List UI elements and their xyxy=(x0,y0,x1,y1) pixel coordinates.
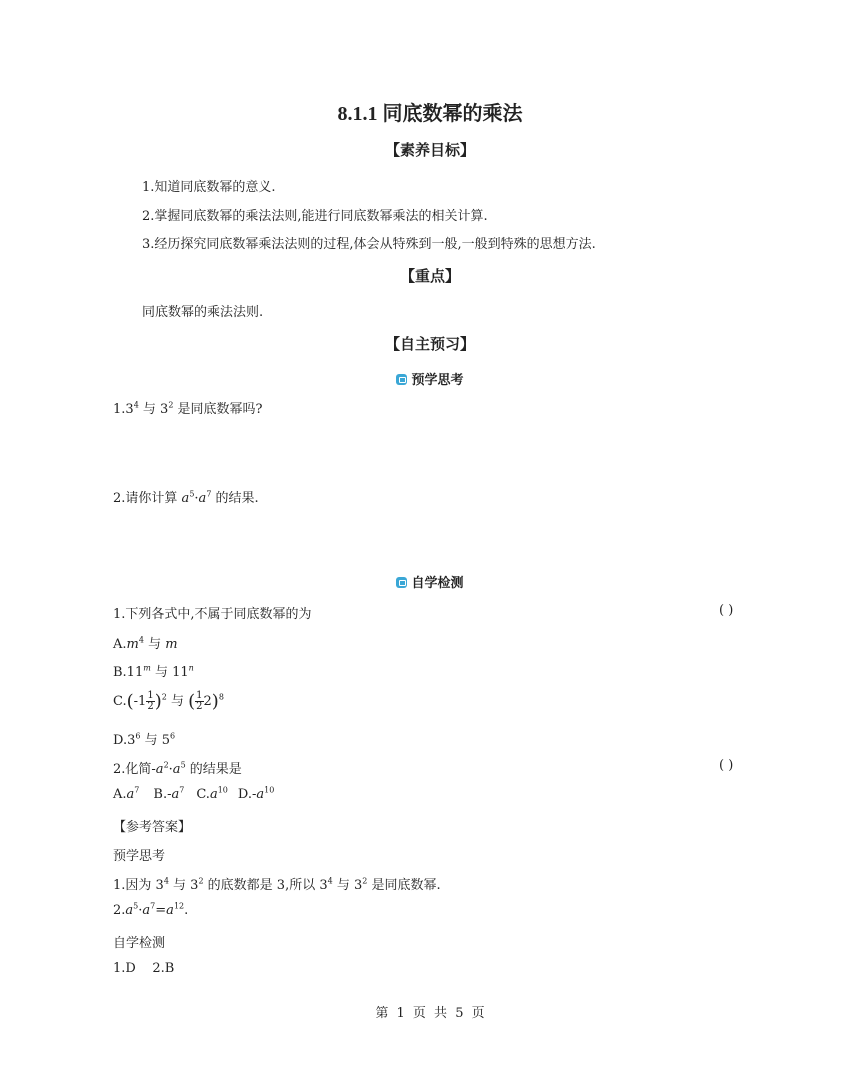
preview-think-heading xyxy=(0,369,860,388)
check-icon xyxy=(396,577,407,588)
test-question-1-stem: 1.下列各式中,不属于同底数幂的为 xyxy=(113,607,312,622)
preview-question-1: $1.3^4$ 与 $3^2$ 是同底数幂吗? xyxy=(113,400,263,417)
page-footer: 第 1 页 共 5 页 xyxy=(375,1006,485,1021)
test-question-2-options: $A.a^7$ $B.-a^7$ $C.a^{10}$ $D.-a^{10}$ xyxy=(113,785,275,802)
section-goals-heading: 【素养目标】 xyxy=(384,141,475,159)
self-test-heading xyxy=(0,572,860,591)
key-point: 同底数幂的乘法法则. xyxy=(142,305,264,320)
section-key-heading: 【重点】 xyxy=(399,267,460,285)
test-question-2-stem: 2.化简$-a^2\cdot a^5$ 的结果是 xyxy=(113,760,242,777)
answers-test-values: 1.D 2.B xyxy=(113,961,175,976)
answers-heading: 【参考答案】 xyxy=(113,820,192,835)
goal-1: 1.知道同底数幂的意义. xyxy=(142,180,276,195)
section-preview-heading: 【自主预习】 xyxy=(384,335,475,353)
preview-question-2: 2.请你计算 $a^5\cdot a^7$ 的结果. xyxy=(113,489,259,506)
answers-test-label: 自学检测 xyxy=(113,936,166,951)
answers-think-label: 预学思考 xyxy=(113,849,166,864)
goal-2: 2.掌握同底数幂的乘法法则,能进行同底数幂乘法的相关计算. xyxy=(142,209,488,224)
answer-1: 1.因为 $3^4$ 与 $3^2$ 的底数都是 3,所以 $3^4$ 与 $3^2$ 是同底数幂. xyxy=(113,876,441,893)
goal-3: 3.经历探究同底数幂乘法法则的过程,体会从特殊到一般,一般到特殊的思想方法. xyxy=(142,237,596,252)
test-question-1-option-c: C.(-1 $\frac{1}{2}$ )$^2$ 与 ( $\frac{1}{2}$ 2)$^8$ xyxy=(113,690,224,712)
test-question-1-option-b: B.11$^m$ 与 11$^n$ xyxy=(113,663,194,680)
note-icon xyxy=(396,374,407,385)
page-title: 8.1.1 同底数幂的乘法 xyxy=(337,103,523,125)
answer-2: $2.a^5\cdot a^7=a^{12}$. xyxy=(113,901,189,918)
test-question-1-answer-blank: ( ) xyxy=(719,603,734,618)
preview-think-label: 预学思考 xyxy=(411,373,464,388)
self-test-label: 自学检测 xyxy=(411,576,464,591)
test-question-1-option-d: $D.3^6$ 与 $5^6$ xyxy=(113,731,176,748)
test-question-1-option-a: $A.m^4$ 与 m xyxy=(113,635,178,652)
test-question-2-answer-blank: ( ) xyxy=(719,758,734,773)
